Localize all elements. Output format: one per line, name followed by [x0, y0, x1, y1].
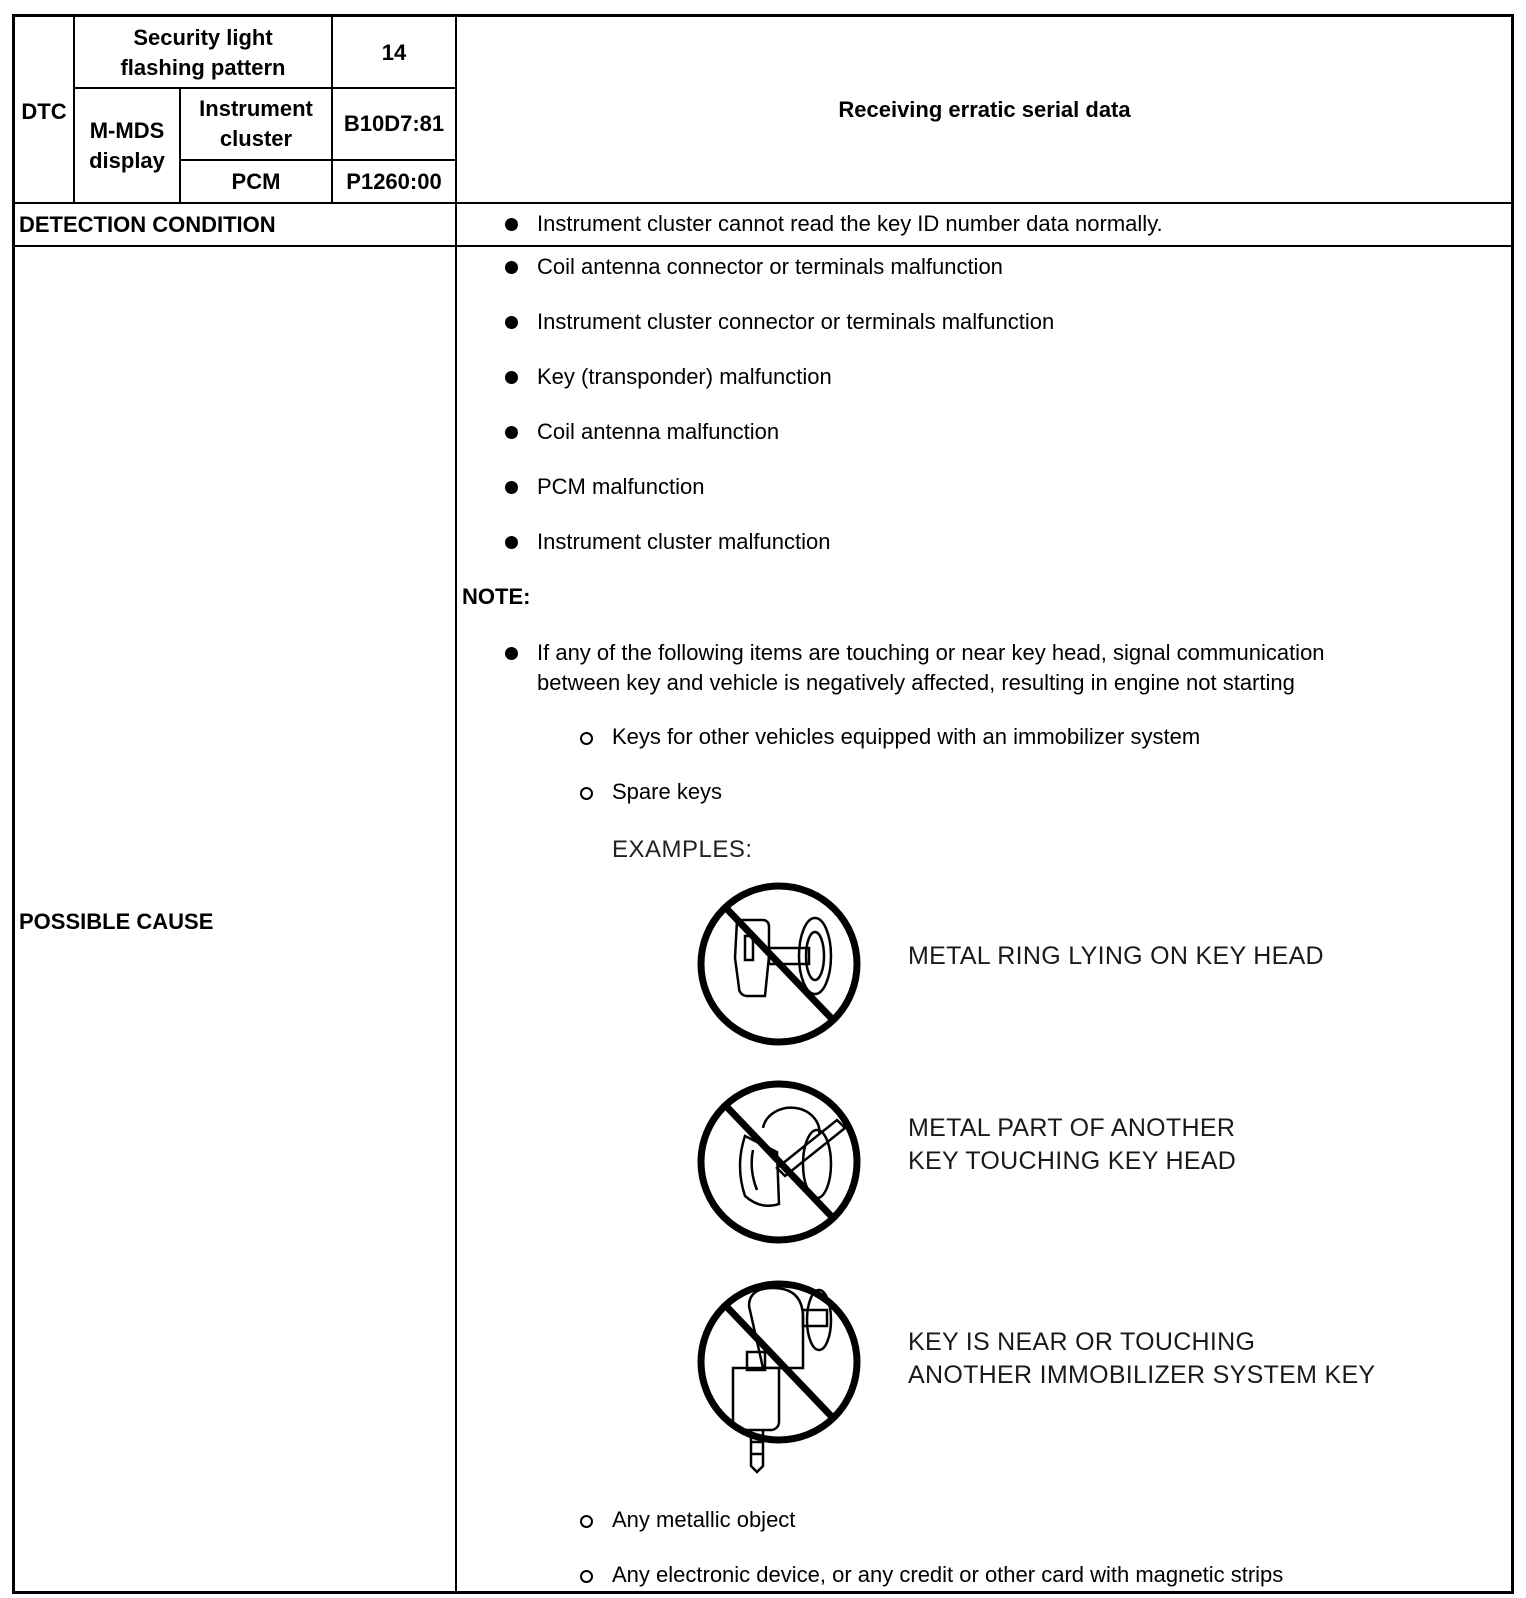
pcm-label: PCM — [231, 168, 281, 194]
bullet-icon — [505, 536, 518, 549]
key-near-key-prohibited-icon — [693, 1276, 865, 1476]
bullet-icon — [505, 261, 518, 274]
bullet-icon — [505, 218, 518, 231]
metal-part-prohibited-icon — [693, 1076, 865, 1248]
dtc-label: DTC — [21, 99, 67, 124]
example-caption: KEY IS NEAR OR TOUCHING ANOTHER IMMOBILIZER SYSTEM KEY — [908, 1328, 1376, 1389]
note-label: NOTE: — [462, 584, 531, 609]
hollow-bullet-icon — [580, 787, 593, 800]
metal-ring-prohibited-icon — [693, 878, 865, 1050]
security-light-label: Security light flashing pattern — [120, 24, 286, 80]
divider — [455, 16, 457, 1592]
divider — [14, 245, 1512, 247]
security-light-value: 14 — [381, 39, 407, 65]
bullet-icon — [505, 426, 518, 439]
dtc-title: Receiving erratic serial data — [838, 97, 1131, 122]
hollow-bullet-icon — [580, 1515, 593, 1528]
hollow-bullet-icon — [580, 732, 593, 745]
hollow-bullet-icon — [580, 1570, 593, 1583]
bullet-icon — [505, 316, 518, 329]
possible-cause-label: POSSIBLE CAUSE — [19, 909, 214, 934]
mmds-display-label: M-MDS display — [89, 117, 165, 173]
examples-label: EXAMPLES: — [612, 836, 753, 863]
example-caption: METAL PART OF ANOTHER KEY TOUCHING KEY HEAD — [908, 1114, 1237, 1175]
bullet-icon — [505, 481, 518, 494]
detection-condition-label: DETECTION CONDITION — [19, 211, 276, 237]
bullet-icon — [505, 371, 518, 384]
bullet-icon — [505, 647, 518, 660]
pcm-code: P1260:00 — [346, 168, 442, 194]
instrument-cluster-label: Instrument cluster — [199, 96, 313, 151]
instrument-cluster-code: B10D7:81 — [343, 111, 445, 136]
example-caption: METAL RING LYING ON KEY HEAD — [908, 942, 1324, 970]
